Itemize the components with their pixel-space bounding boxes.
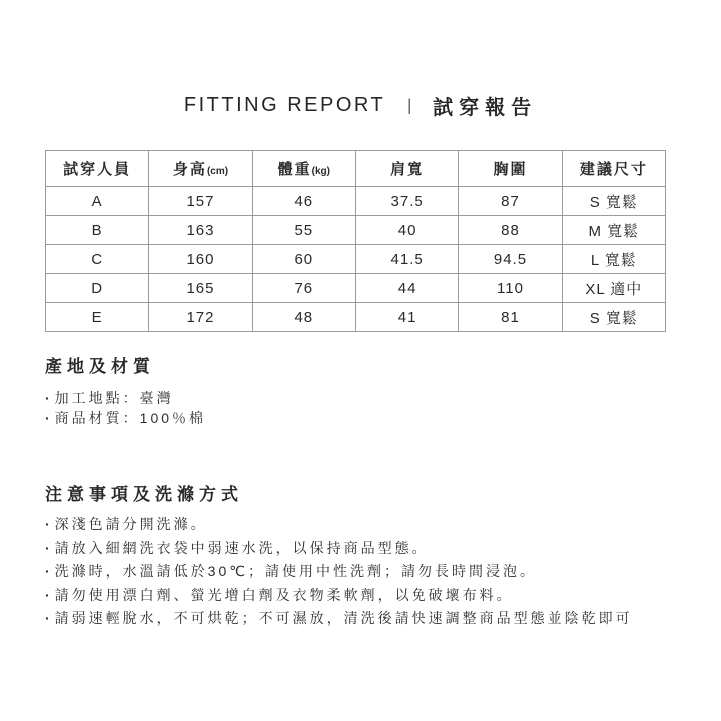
table-cell: 44 [355, 274, 458, 303]
fitting-table [45, 150, 666, 332]
report-title-en: FITTING REPORT [183, 94, 386, 116]
care-section-heading: 注意事項及洗滌方式 [45, 485, 243, 504]
table-row [46, 274, 666, 303]
care-item-text: 深淺色請分開洗滌。 [54, 516, 208, 532]
table-cell: M 寬鬆 [562, 216, 665, 245]
table-cell: S 寬鬆 [562, 303, 665, 332]
table-cell: 94.5 [459, 245, 562, 274]
care-item-text: 請放入細網洗衣袋中弱速水洗，以保持商品型態。 [54, 539, 429, 556]
table-cell: 37.5 [355, 187, 458, 216]
table-cell: A [46, 187, 149, 216]
bullet-dot: · [45, 516, 50, 532]
table-header-cell-shoulder [355, 151, 458, 187]
report-title-zh: 試穿報告 [433, 97, 538, 119]
table-cell: E [46, 303, 149, 332]
care-item-text: 請弱速輕脫水，不可烘乾；不可濕放，清洗後請快速調整商品型態並陰乾即可 [54, 610, 633, 626]
table-cell: 165 [149, 274, 252, 303]
table-cell: 48 [252, 303, 355, 332]
table-cell: D [46, 274, 149, 303]
table-cell: XL 適中 [562, 274, 665, 303]
care-item [45, 513, 685, 537]
bullet-dot: · [45, 610, 50, 626]
header-label: 身高 [172, 161, 207, 178]
header-label: 體重 [277, 161, 312, 178]
material-item [45, 388, 685, 408]
table-row [46, 245, 666, 274]
care-item [45, 537, 685, 561]
table-cell: 76 [252, 274, 355, 303]
title-divider: | [407, 96, 412, 115]
material-item-text: 商品材質：100％棉 [54, 410, 207, 426]
table-cell: 55 [252, 216, 355, 245]
header-unit: (cm) [206, 166, 229, 177]
table-cell: 88 [459, 216, 562, 245]
table-cell: 46 [252, 187, 355, 216]
table-cell: 157 [149, 187, 252, 216]
bullet-dot: · [45, 410, 50, 426]
care-list [45, 513, 685, 631]
header-label: 建議尺寸 [579, 161, 648, 178]
table-cell: 41.5 [355, 245, 458, 274]
table-row [46, 303, 666, 332]
table-header-cell-suggested-size [562, 151, 665, 187]
bullet-dot: · [45, 586, 50, 603]
table-cell: 40 [355, 216, 458, 245]
table-cell: 41 [355, 303, 458, 332]
header-label: 肩寬 [390, 161, 425, 178]
table-header-cell-weight [252, 151, 355, 187]
table-header-cell-height [149, 151, 252, 187]
care-item [45, 560, 685, 584]
header-unit: (kg) [311, 166, 330, 177]
table-row [46, 216, 666, 245]
material-item [45, 408, 685, 428]
table-cell: 163 [149, 216, 252, 245]
care-item [45, 584, 685, 608]
bullet-dot: · [45, 563, 50, 579]
table-cell: L 寬鬆 [562, 245, 665, 274]
table-cell: 110 [459, 274, 562, 303]
table-cell: S 寬鬆 [562, 187, 665, 216]
table-header-row [46, 151, 666, 187]
table-cell: 172 [149, 303, 252, 332]
table-cell: 81 [459, 303, 562, 332]
bullet-dot: · [45, 539, 50, 556]
material-item-text: 加工地點：臺灣 [54, 390, 174, 406]
table-cell: 160 [149, 245, 252, 274]
table-cell: 87 [459, 187, 562, 216]
material-section-heading: 產地及材質 [45, 357, 155, 376]
bullet-dot: · [45, 390, 50, 406]
header-label: 試穿人員 [63, 161, 132, 178]
care-item-text: 洗滌時，水溫請低於30℃；請使用中性洗劑；請勿長時間浸泡。 [54, 563, 537, 579]
table-cell: C [46, 245, 149, 274]
table-cell: B [46, 216, 149, 245]
material-list [45, 388, 685, 428]
table-cell: 60 [252, 245, 355, 274]
table-header-cell-tester [46, 151, 149, 187]
table-header-cell-chest [459, 151, 562, 187]
care-item [45, 607, 685, 631]
care-item-text: 請勿使用漂白劑、螢光增白劑及衣物柔軟劑，以免破壞布料。 [54, 586, 514, 603]
page-title [0, 91, 721, 120]
header-label: 胸圍 [493, 161, 528, 178]
table-row [46, 187, 666, 216]
